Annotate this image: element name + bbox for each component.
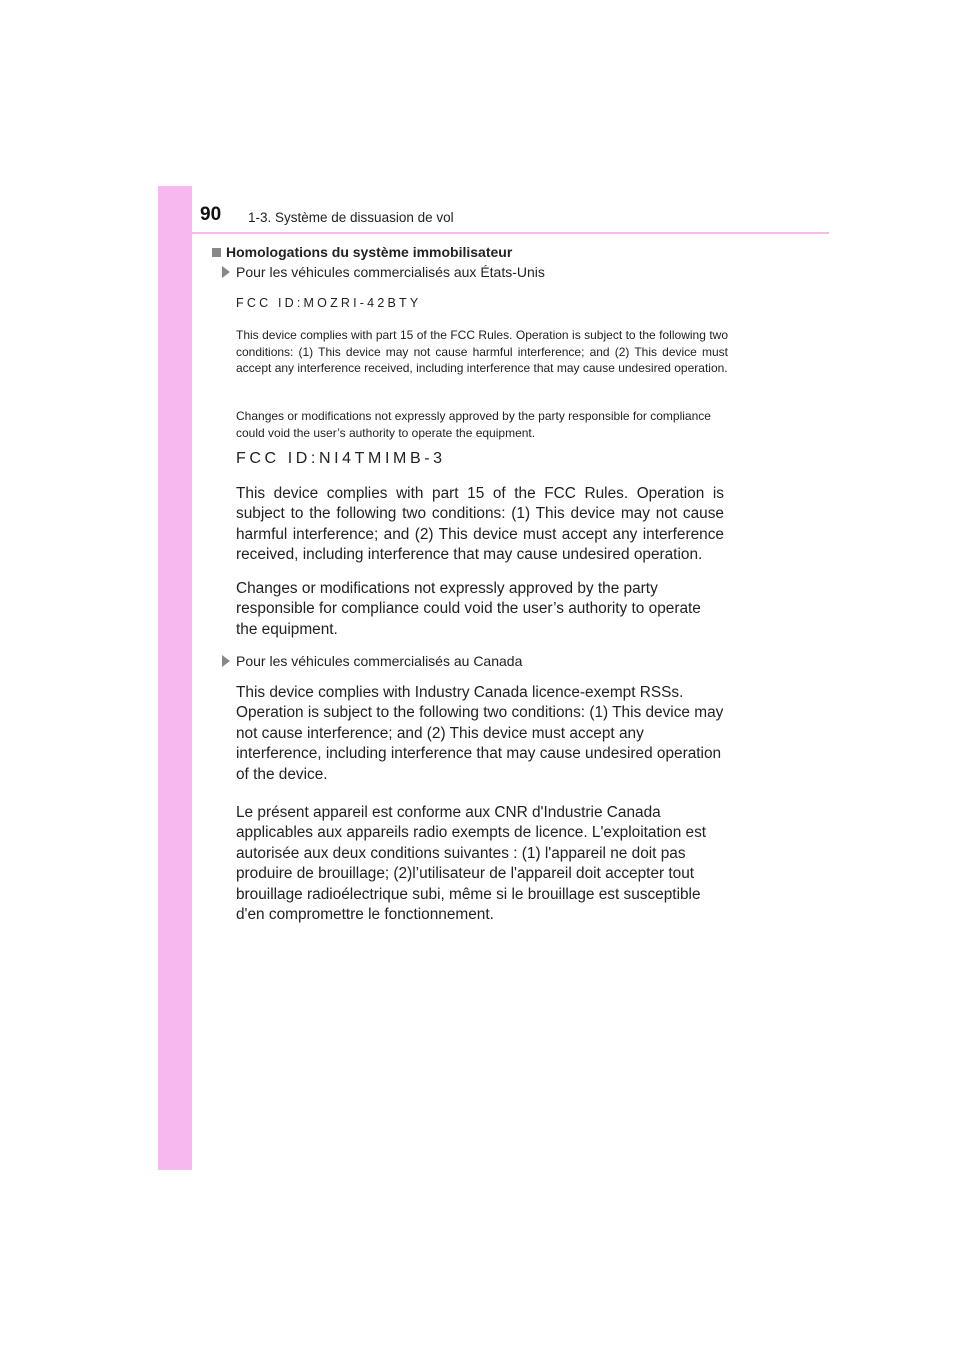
ic-compliance-paragraph-fr: Le présent appareil est conforme aux CNR d'Industrie Canada applicables aux appareils radio exempts de licence. L'exploitation est autorisée aux deux conditions suivantes : (1) l'appareil ne doit pas produire de brouillage; (2)l’utilisateur de l'appareil doit accepter tout brouillage radioélectrique subi, même si le brouillage est susceptible d'en compromettre le fonctionnement. bbox=[236, 804, 707, 924]
page-number: 90 bbox=[200, 204, 222, 225]
square-bullet-icon bbox=[212, 248, 221, 257]
fcc-modifications-paragraph-2: Changes or modifications not expressly approved by the party responsible for compliance could void the user’s authority to operate the equipment. bbox=[236, 580, 701, 638]
fcc-id-1: FCC ID:MOZRI-42BTY bbox=[236, 296, 422, 310]
triangle-bullet-icon bbox=[222, 266, 230, 278]
section-heading-text: Homologations du système immobilisateur bbox=[226, 244, 513, 260]
fcc-compliance-paragraph-1: This device complies with part 15 of the FCC Rules. Operation is subject to the following two conditions: (1) This device may not cause harmful interference; and (2) This device must accept any interference received, including interference that may cause undesired operation. bbox=[236, 328, 728, 376]
triangle-bullet-icon bbox=[222, 655, 230, 667]
ic-compliance-paragraph-en: This device complies with Industry Canada licence-exempt RSSs. Operation is subject to the following two conditions: (1) This device may not cause interference; and (2) This device must accept any interference, including interference that may cause undesired operation of the device. bbox=[236, 684, 724, 783]
header-divider bbox=[192, 232, 829, 234]
fcc-id-2: FCC ID:NI4TMIMB-3 bbox=[236, 450, 446, 467]
us-vehicles-label bbox=[222, 264, 545, 280]
side-color-strip bbox=[158, 186, 192, 1170]
us-vehicles-label-text: Pour les véhicules commercialisés aux États-Unis bbox=[236, 264, 545, 280]
fcc-compliance-paragraph-2: This device complies with part 15 of the FCC Rules. Operation is subject to the following two conditions: (1) This device may not cause harmful interference; and (2) This device must accept any interference received, including interference that may cause undesired operation. bbox=[236, 485, 724, 564]
canada-vehicles-label-text: Pour les véhicules commercialisés au Canada bbox=[236, 653, 523, 669]
section-heading bbox=[212, 244, 512, 260]
canada-vehicles-label bbox=[222, 653, 522, 669]
fcc-modifications-paragraph-1: Changes or modifications not expressly approved by the party responsible for compliance could void the user’s authority to operate the equipment. bbox=[236, 409, 711, 440]
chapter-title: 1-3. Système de dissuasion de vol bbox=[248, 210, 454, 225]
